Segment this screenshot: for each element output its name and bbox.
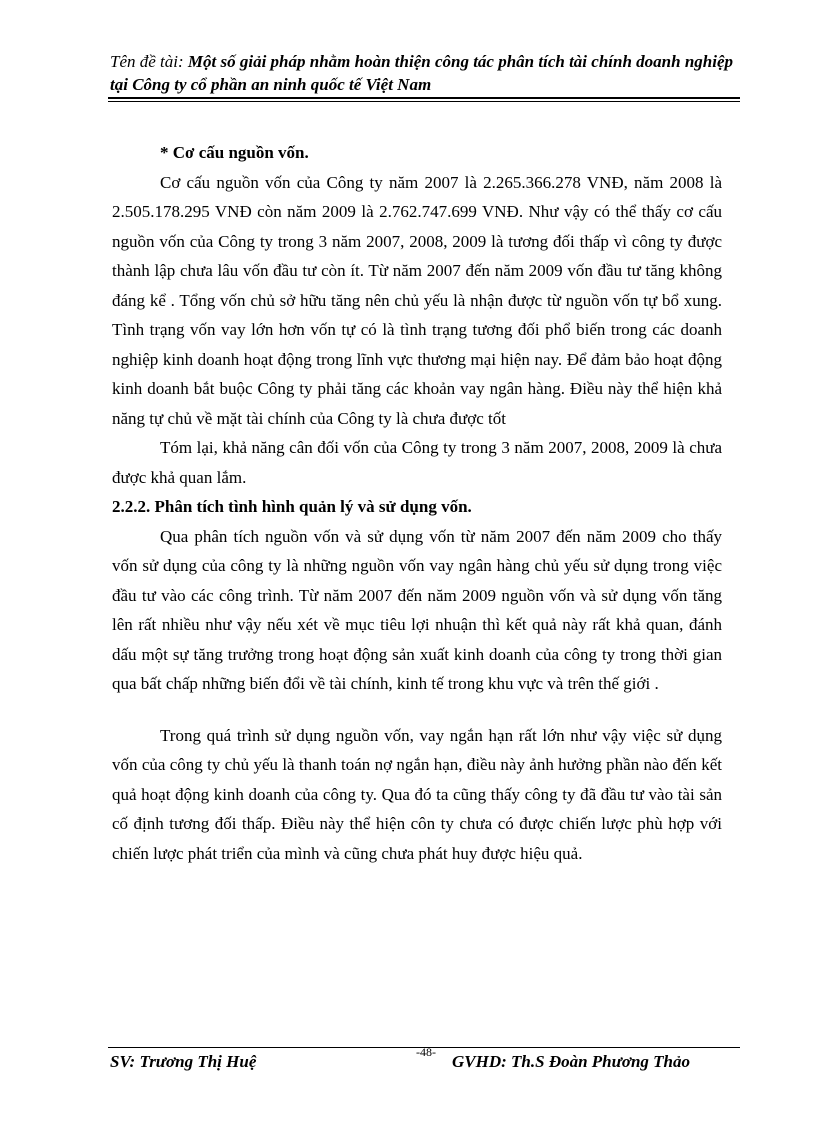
page-number: -48- — [416, 1045, 436, 1059]
header-label: Tên đề tài: — [110, 52, 188, 71]
paragraph-gap — [112, 699, 722, 721]
section-heading-capital-management: 2.2.2. Phân tích tình hình quản lý và sử dụng vốn. — [112, 497, 472, 516]
header-rule — [108, 97, 740, 99]
page-footer — [110, 1045, 740, 1078]
paragraph: Qua phân tích nguồn vốn và sử dụng vốn từ năm 2007 đến năm 2009 cho thấy vốn sử dụng của công ty là những nguồn vốn vay ngân hàng chủ yếu sử dụng trong việc đầu tư vào các công trình. Từ năm 2007 đến năm 2009 nguồn vốn và sử dụng vốn tăng lên rất nhiều như vậy nếu xét về mục tiêu lợi nhuận thì kết quả này rất khả quan, đánh dấu một sự tăng trưởng trong hoạt động sản xuất kinh doanh của công ty trong thời gian qua bất chấp những biến đổi về tài chính, kinh tế trong khu vực và trên thế giới . — [112, 526, 722, 693]
paragraph: Trong quá trình sử dụng nguồn vốn, vay ngắn hạn rất lớn như vậy việc sử dụng vốn của công ty chủ yếu là thanh toán nợ ngắn hạn, điều này ảnh hưởng phần nào đến kết quả hoạt động kinh doanh của công ty. Qua đó ta cũng thấy công ty đã đầu tư vào tài sản cố định tương đối thấp. Điều này thể hiện côn ty chưa có được chiến lược phù hợp với chiến lược phát triển của mình và cũng chưa phát huy được hiệu quả. — [112, 725, 722, 863]
footer-advisor: GVHD: Th.S Đoàn Phương Thảo — [452, 1052, 690, 1071]
paragraph: Tóm lại, khả năng cân đối vốn của Công ty trong 3 năm 2007, 2008, 2009 là chưa được khả quan lắm. — [112, 438, 722, 487]
section-heading-capital-structure: * Cơ cấu nguồn vốn. — [160, 143, 309, 162]
paragraph: Cơ cấu nguồn vốn của Công ty năm 2007 là 2.265.366.278 VNĐ, năm 2008 là 2.505.178.295 VNĐ còn năm 2009 là 2.762.747.699 VNĐ. Như vậy có thể thấy cơ cấu nguồn vốn của Công ty trong 3 năm 2007, 2008, 2009 là tương đối thấp vì công ty được thành lập chưa lâu vốn đầu tư còn ít. Từ năm 2007 đến năm 2009 vốn đầu tư tăng không đáng kể . Tổng vốn chủ sở hữu tăng nên chủ yếu là nhận được từ nguồn vốn tự bổ xung. Tình trạng vốn vay lớn hơn vốn tự có là tình trạng tương đối phổ biến trong các doanh nghiệp kinh doanh hoạt động trong lĩnh vực thương mại hiện nay. Để đảm bảo hoạt động kinh doanh bắt buộc Công ty phải tăng các khoản vay ngân hàng. Điều này thể hiện khả năng tự chủ về mặt tài chính của Công ty là chưa được tốt — [112, 172, 722, 428]
page-header — [110, 50, 740, 96]
footer-student: SV: Trương Thị Huệ — [110, 1052, 257, 1071]
document-body — [112, 138, 722, 868]
header-topic: Một số giải pháp nhằm hoàn thiện công tác phân tích tài chính doanh nghiệp tại Công ty cổ phần an ninh quốc tế Việt Nam — [110, 52, 733, 94]
header-rule-thin — [108, 101, 740, 102]
